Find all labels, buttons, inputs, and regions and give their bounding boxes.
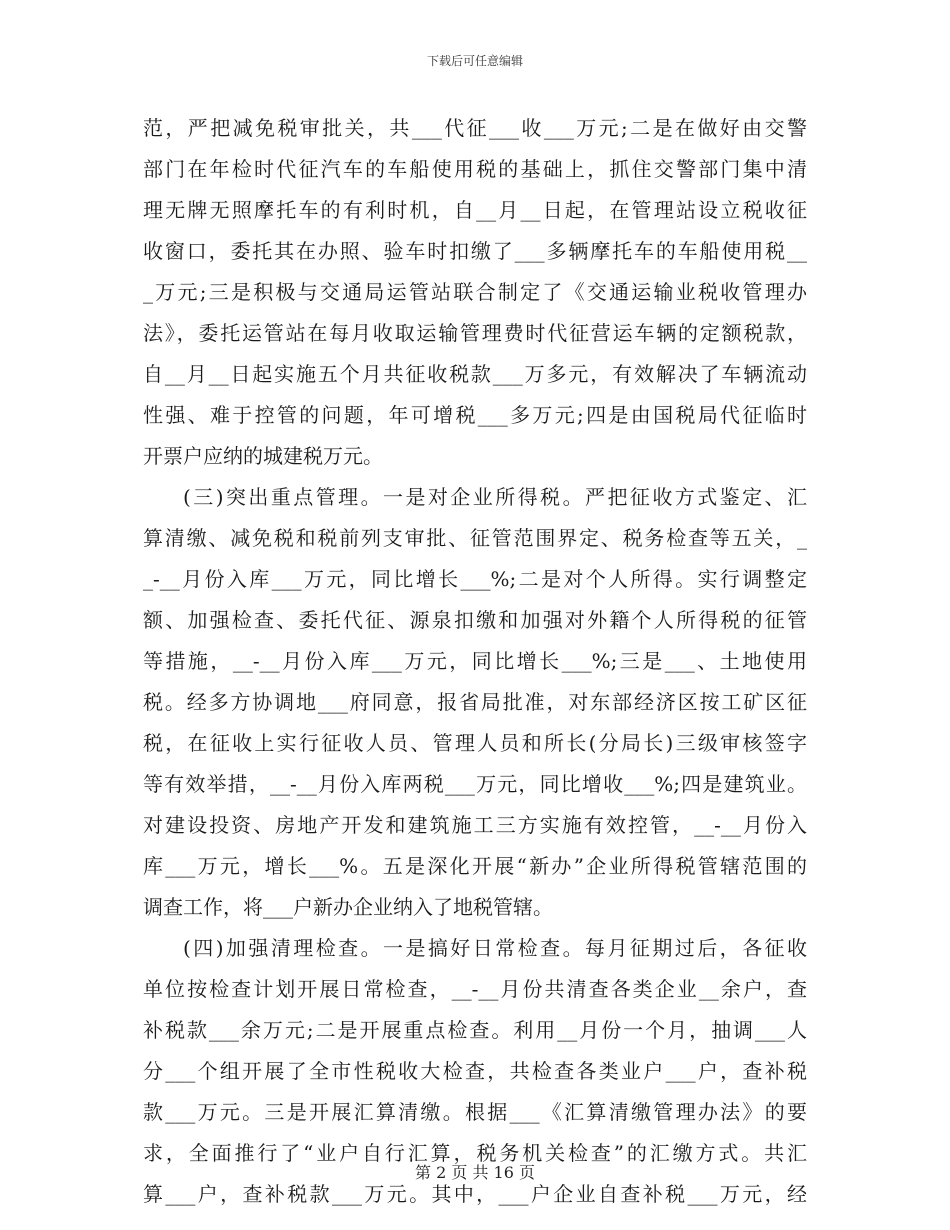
text-line: _万元;三是积极与交通局运管站联合制定了《交通运输业税收管理办 bbox=[143, 280, 807, 304]
page-number: 第 2 页 共 16 页 bbox=[415, 1163, 535, 1182]
text-line: 调查工作，将___户新办企业纳入了地税管辖。 bbox=[143, 895, 553, 919]
text-line: 性强、难于控管的问题，年可增税___多万元;四是由国税局代征临时 bbox=[143, 403, 807, 427]
text-line: 等有效举措，__-__月份入库两税___万元，同比增收___%;四是建筑业。 bbox=[143, 772, 807, 796]
text-line: 款___万元。三是开展汇算清缴。根据___《汇算清缴管理办法》的要 bbox=[143, 1100, 807, 1124]
text-line: 等措施，__-__月份入库___万元，同比增长___%;三是___、土地使用 bbox=[143, 649, 807, 673]
text-line: _-__月份入库___万元，同比增长___%;二是对个人所得。实行调整定 bbox=[143, 567, 807, 591]
text-line: 收窗口，委托其在办照、验车时扣缴了___多辆摩托车的车船使用税__ bbox=[143, 239, 807, 263]
text-line: 补税款___余万元;二是开展重点检查。利用__月份一个月，抽调___人 bbox=[143, 1018, 807, 1042]
text-line: 税，在征收上实行征收人员、管理人员和所长(分局长)三级审核签字 bbox=[143, 731, 807, 755]
text-line: 理无牌无照摩托车的有利时机，自__月__日起，在管理站设立税收征 bbox=[143, 198, 807, 222]
text-line: 算清缴、减免税和税前列支审批、征管范围界定、税务检查等五关，_ bbox=[143, 526, 807, 550]
text-line: 部门在年检时代征汽车的车船使用税的基础上，抓住交警部门集中清 bbox=[143, 157, 807, 181]
document-body bbox=[143, 108, 807, 1215]
text-line: 额、加强检查、委托代征、源泉扣缴和加强对外籍个人所得税的征管 bbox=[143, 608, 807, 632]
text-line: 法》，委托运管站在每月收取运输管理费时代征营运车辆的定额税款， bbox=[143, 321, 807, 345]
page-header-note: 下载后可任意编辑 bbox=[426, 54, 523, 68]
text-line: 税。经多方协调地___府同意，报省局批准，对东部经济区按工矿区征 bbox=[143, 690, 807, 714]
text-line: 库___万元，增长___%。五是深化开展“新办”企业所得税管辖范围的 bbox=[143, 854, 807, 878]
text-line: 分___个组开展了全市性税收大检查，共检查各类业户___户，查补税 bbox=[143, 1059, 807, 1083]
text-line: 范，严把减免税审批关，共___代征___收___万元;二是在做好由交警 bbox=[143, 116, 807, 140]
text-line: 求，全面推行了“业户自行汇算，税务机关检查”的汇缴方式。共汇 bbox=[143, 1141, 807, 1165]
text-line: 对建设投资、房地产开发和建筑施工三方实施有效控管，__-__月份入 bbox=[143, 813, 807, 837]
paragraph-first-line: (三)突出重点管理。一是对企业所得税。严把征收方式鉴定、汇 bbox=[183, 485, 807, 509]
text-line: 自__月__日起实施五个月共征收税款___万多元，有效解决了车辆流动 bbox=[143, 362, 807, 386]
text-line: 开票户应纳的城建税万元。 bbox=[143, 444, 383, 468]
text-line: 单位按检查计划开展日常检查，__-__月份共清查各类企业__余户，查 bbox=[143, 977, 807, 1001]
paragraph-first-line: (四)加强清理检查。一是搞好日常检查。每月征期过后，各征收 bbox=[183, 936, 807, 960]
text-line: 算___户，查补税款___万元。其中，___户企业自查补税___万元，经 bbox=[143, 1182, 807, 1206]
